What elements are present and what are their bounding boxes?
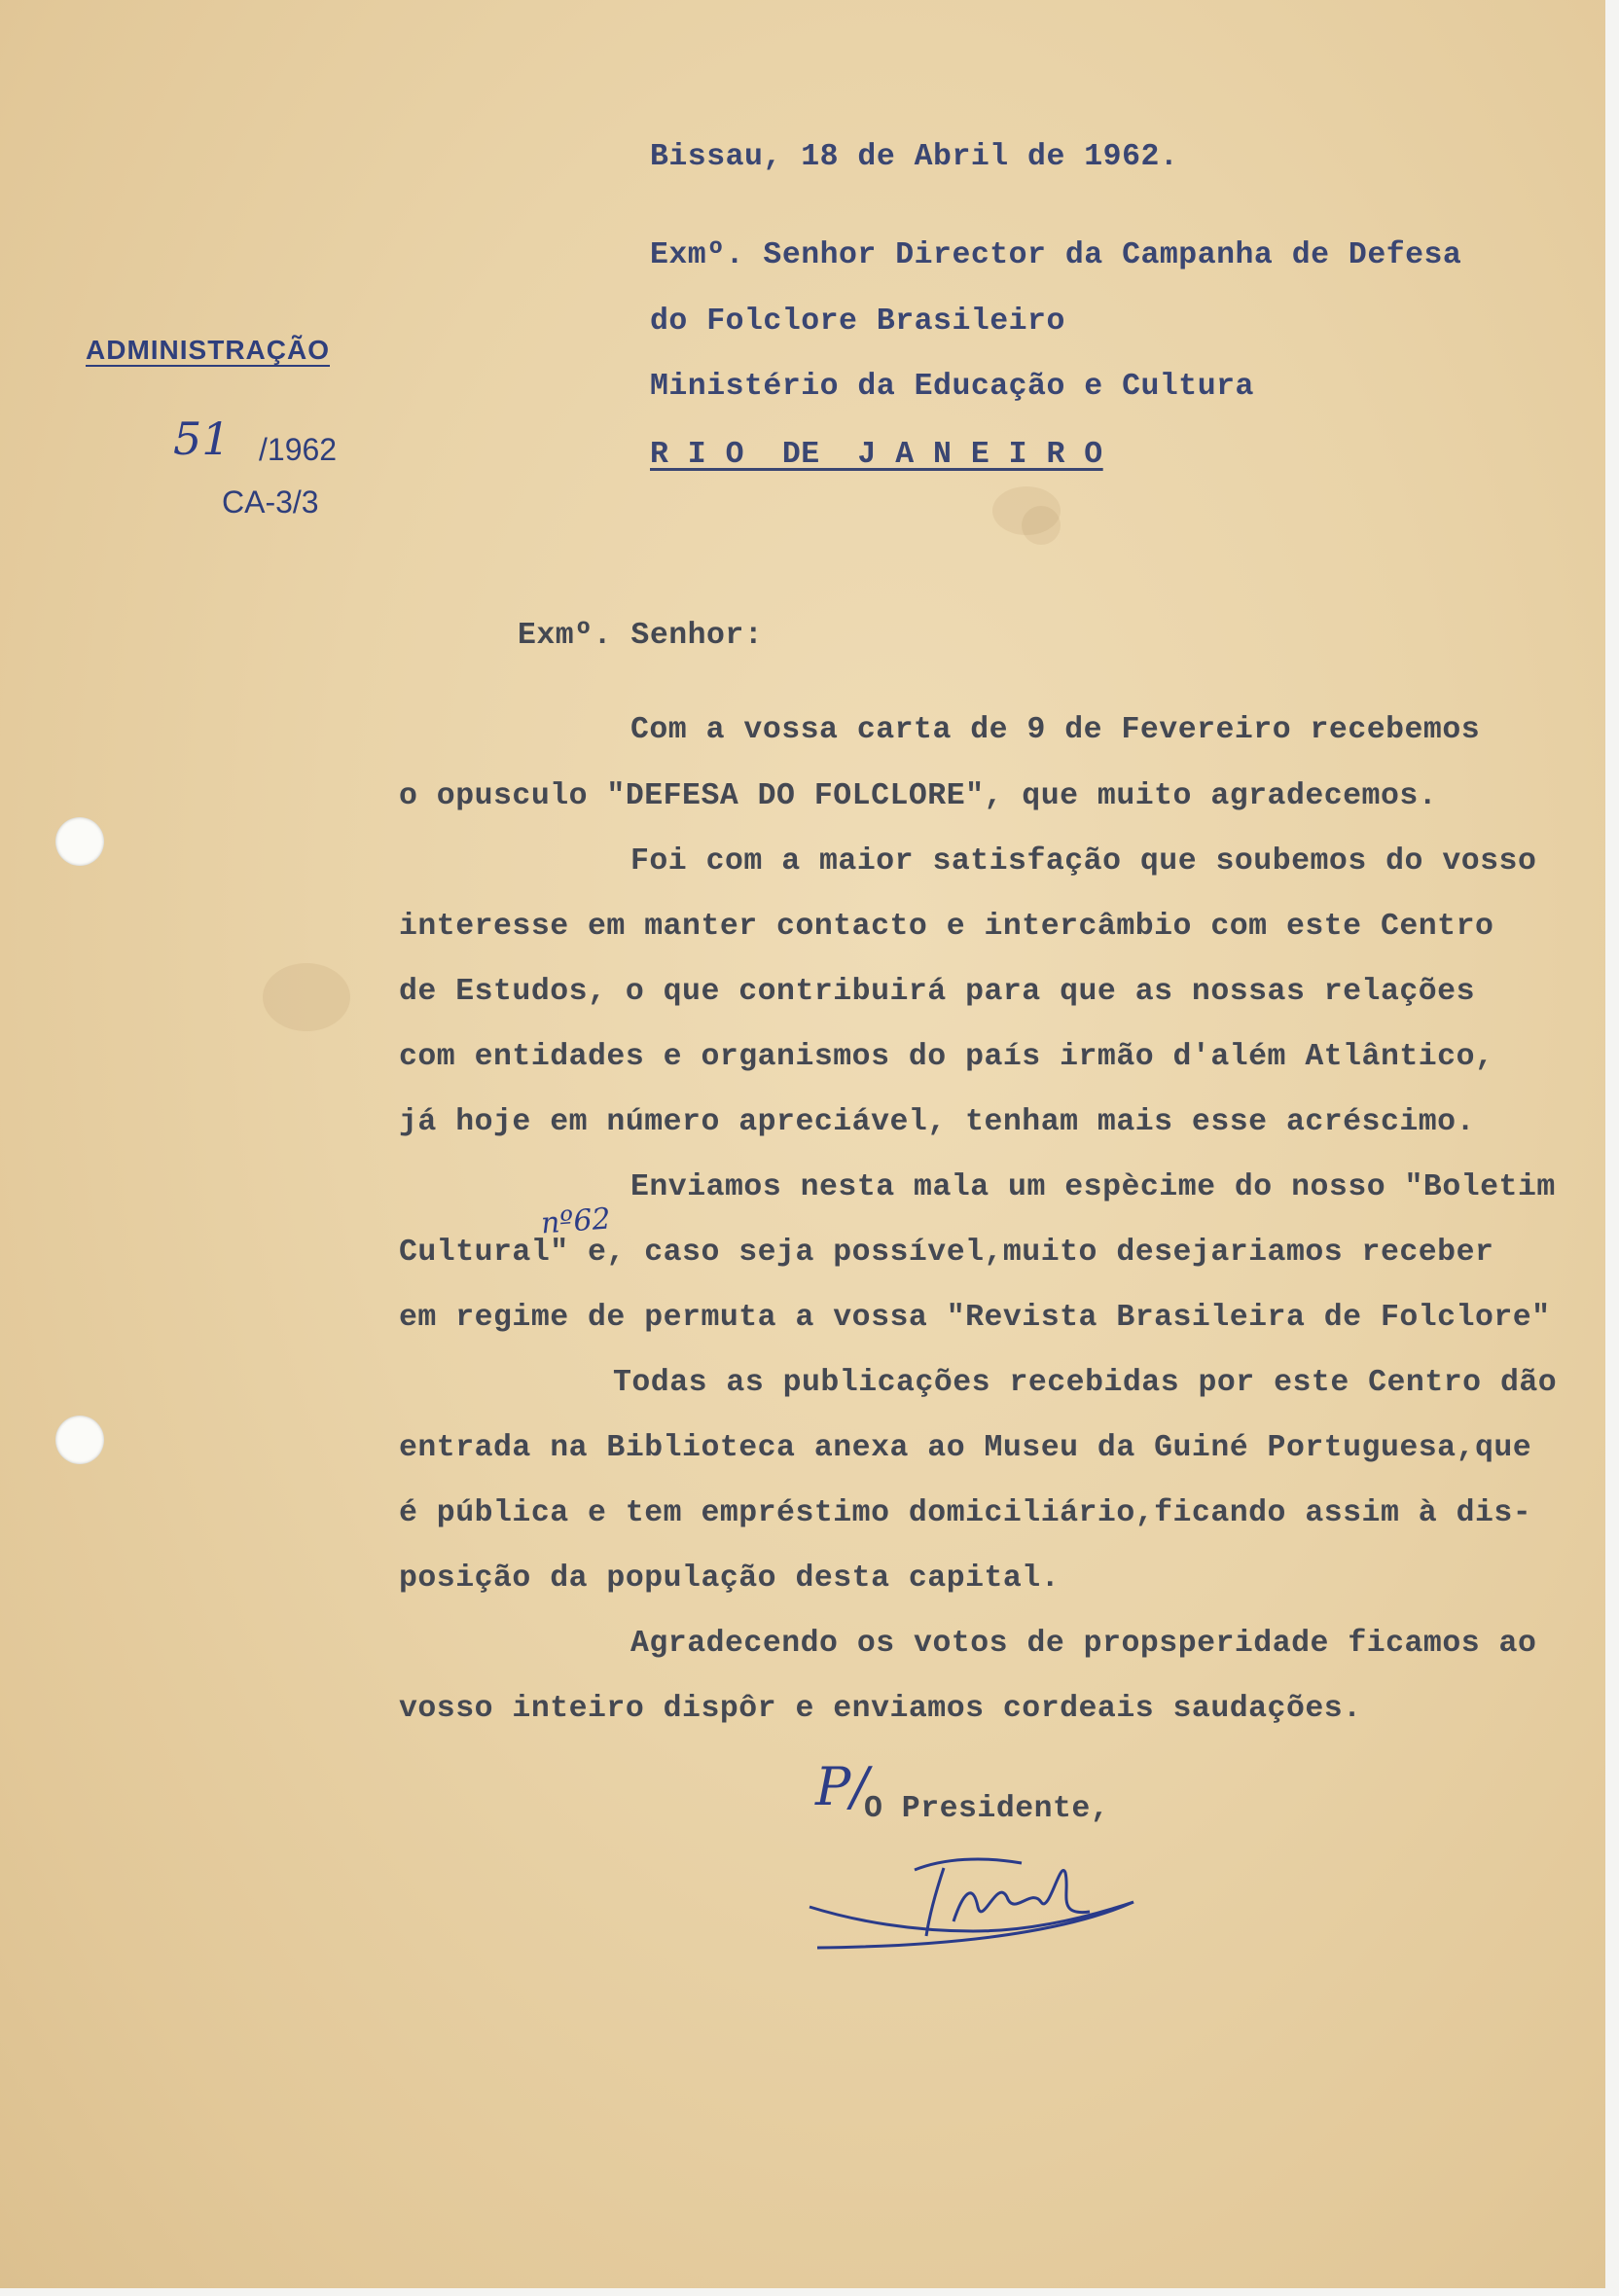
paper-stain <box>263 963 350 1031</box>
addressee-line: Exmº. Senhor Director da Campanha de Defesa <box>650 238 1462 272</box>
stamp-year: /1962 <box>259 432 338 467</box>
body-line: Enviamos nesta mala um espècime do nosso "Boletim <box>630 1170 1556 1204</box>
body-line: já hoje em número apreciável, tenham mais esse acréscimo. <box>399 1105 1475 1139</box>
signoff: O Presidente, <box>864 1792 1110 1826</box>
stamp-department: ADMINISTRAÇÃO <box>86 335 330 365</box>
body-line: é pública e tem empréstimo domiciliário,ficando assim à dis- <box>399 1496 1532 1530</box>
signature-stroke <box>915 1859 1022 1870</box>
body-line: de Estudos, o que contribuirá para que as nossas relações <box>399 975 1475 1009</box>
body-line: com entidades e organismos do país irmão d'além Atlântico, <box>399 1040 1494 1074</box>
punch-hole-bottom <box>55 1416 104 1464</box>
paper-edge-bottom <box>0 2288 1619 2296</box>
stamp-reference: CA-3/3 <box>222 484 319 520</box>
handwritten-issue-note: nº62 <box>539 1202 612 1241</box>
body-line: Foi com a maior satisfação que soubemos do vosso <box>630 844 1537 879</box>
punch-hole-top <box>55 817 104 866</box>
salutation: Exmº. Senhor: <box>518 619 764 653</box>
body-line: Agradecendo os votos de propsperidade ficamos ao <box>630 1627 1537 1661</box>
addressee-city: R I O DE J A N E I R O <box>650 438 1103 472</box>
handwritten-per-procurationem: P/ <box>815 1756 869 1817</box>
body-line: Cultural" e, caso seja possível,muito desejariamos receber <box>399 1236 1494 1270</box>
addressee-line: Ministério da Educação e Cultura <box>650 370 1254 404</box>
paper-stain <box>1022 506 1061 545</box>
body-line: interesse em manter contacto e intercâmbio com este Centro <box>399 910 1494 944</box>
body-line: o opusculo "DEFESA DO FOLCLORE", que muito agradecemos. <box>399 779 1438 813</box>
body-line: entrada na Biblioteca anexa ao Museu da Guiné Portuguesa,que <box>399 1431 1532 1465</box>
body-line: vosso inteiro dispôr e enviamos cordeais saudações. <box>399 1692 1362 1726</box>
letter-date: Bissau, 18 de Abril de 1962. <box>650 140 1179 174</box>
addressee-line: do Folclore Brasileiro <box>650 305 1065 339</box>
signature-graphic <box>798 1839 1148 1965</box>
signature-stroke <box>926 1868 944 1936</box>
body-line: Com a vossa carta de 9 de Fevereiro recebemos <box>630 713 1481 747</box>
stamp-number: 51 <box>173 413 231 465</box>
body-line: Todas as publicações recebidas por este Centro dão <box>613 1366 1558 1400</box>
signature-stroke <box>953 1871 1090 1921</box>
signature-underline <box>810 1902 1133 1948</box>
body-line: posição da população desta capital. <box>399 1561 1061 1596</box>
body-line: em regime de permuta a vossa "Revista Brasileira de Folclore" <box>399 1301 1551 1335</box>
paper-edge-right <box>1605 0 1619 2296</box>
